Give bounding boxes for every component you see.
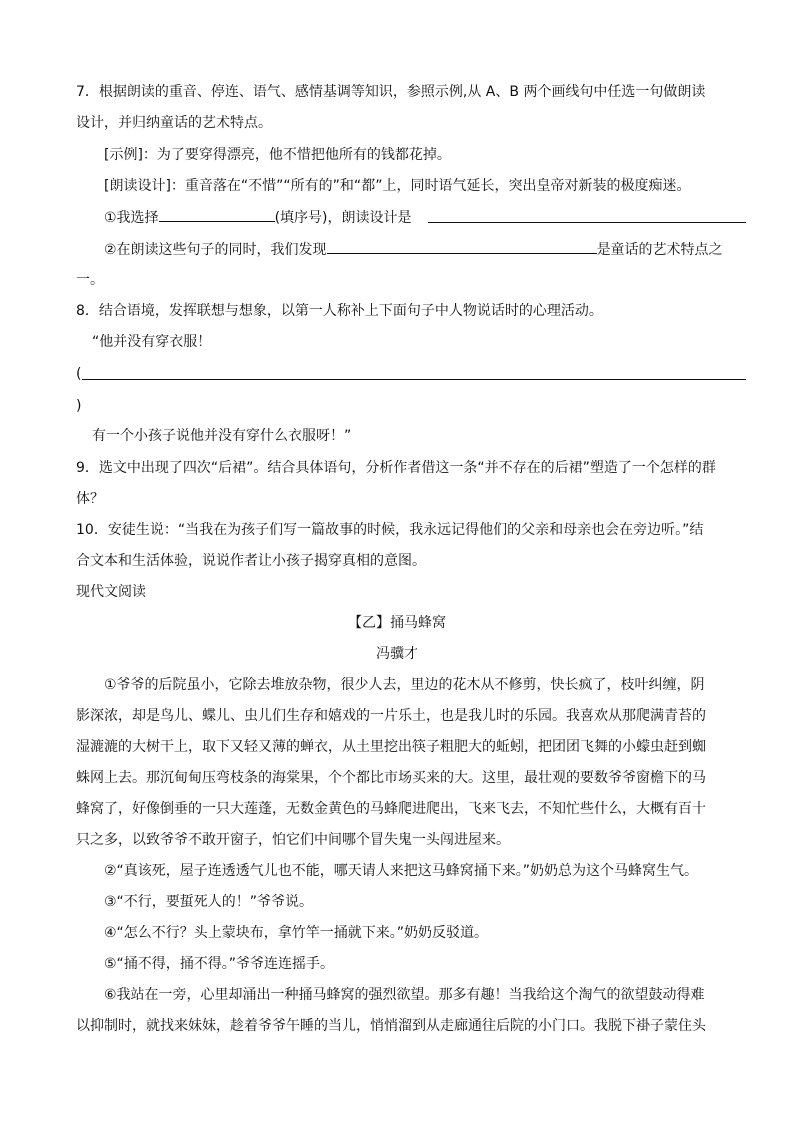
q9-line1: 9．选文中出现了四次“后裙”。结合具体语句，分析作者借这一条“并不存在的后裙”塑造了一个怎样的群 xyxy=(76,460,716,476)
article-p1-line: 蜂窝了，好像倒垂的一只大莲蓬，无数金黄色的马蜂爬进爬出，飞来飞去，不知忙些什么，大概有百十 xyxy=(76,801,706,817)
article-p1-line: 蛛网上去。那沉甸甸压弯枝条的海棠果，个个都比市场买来的大。这里，最壮观的要数爷爷窗檐下的马 xyxy=(76,770,706,786)
q7-item1-mid: (填序号)，朗读设计是 xyxy=(274,210,412,226)
section-heading: 现代文阅读 xyxy=(76,584,146,600)
article-p1-line: 只之多，以致爷爷不敢开窗子，怕它们中间哪个冒失鬼一头闯进屋来。 xyxy=(76,832,510,848)
q8-paren-close: ) xyxy=(76,398,82,414)
q8-answer-line[interactable] xyxy=(82,379,746,380)
article-p4: ④“怎么不行？头上蒙块布，拿竹竿一捅就下来。”奶奶反驳道。 xyxy=(104,925,489,941)
q7-item2-cont: 一。 xyxy=(76,272,104,288)
article-p6-line: 以抑制时，就找来妹妹，趁着爷爷午睡的当儿，悄悄溜到从走廊通往后院的小门口。我脱下褂子蒙住头 xyxy=(76,1018,706,1034)
article-title: 【乙】捅马蜂窝 xyxy=(348,615,446,631)
article-author: 冯骥才 xyxy=(376,646,418,662)
q8-quote1: “他并没有穿衣服！ xyxy=(92,334,212,350)
q7-design: [朗读设计]：重音落在“不惜”“所有的”和“都”上，同时语气延长，突出皇帝对新装的极度痴迷。 xyxy=(104,178,691,194)
q7-item2-prefix: ②在朗读这些句子的同时，我们发现 xyxy=(104,242,327,258)
article-p5: ⑤“捅不得，捅不得。”爷爷连连摇手。 xyxy=(104,956,335,972)
q7-example: [示例]：为了要穿得漂亮，他不惜把他所有的钱都花掉。 xyxy=(104,147,451,163)
q8-paren-open: ( xyxy=(76,366,82,382)
q7-line2: 设计，并归纳童话的艺术特点。 xyxy=(76,115,272,131)
q8-quote2: 有一个小孩子说他并没有穿什么衣服呀！” xyxy=(92,428,352,444)
q7-blank-feature[interactable] xyxy=(327,239,597,254)
q8-line1: 8．结合语境，发挥联想与想象，以第一人称补上下面句子中人物说话时的心理活动。 xyxy=(76,303,603,319)
q7-item1 xyxy=(104,207,412,228)
q10-line2: 合文本和生活体验，说说作者让小孩子揭穿真相的意图。 xyxy=(76,553,426,569)
q7-item2 xyxy=(104,239,723,260)
q7-item2-suffix: 是童话的艺术特点之 xyxy=(596,242,723,258)
q7-blank-number[interactable] xyxy=(159,207,275,222)
q7-blank-design[interactable] xyxy=(428,222,746,223)
article-p1-line: ①爷爷的后院虽小，它除去堆放杂物，很少人去，里边的花木从不修剪，快长疯了，枝叶纠缠，阴 xyxy=(104,677,705,693)
article-p6-line: ⑥我站在一旁，心里却涌出一种捅马蜂窝的强烈欲望。那多有趣！当我给这个淘气的欲望鼓动得难 xyxy=(104,987,705,1003)
article-p1-line: 湿漉漉的大树干上，取下又轻又薄的蝉衣，从土里挖出筷子粗肥大的蚯蚓，把团团飞舞的小蠓虫赶到蜘 xyxy=(76,739,706,755)
article-p2: ②“真该死，屋子连透透气儿也不能，哪天请人来把这马蜂窝捅下来。”奶奶总为这个马蜂窝生气。 xyxy=(104,863,699,879)
article-p1-line: 影深浓，却是鸟儿、蝶儿、虫儿们生存和嬉戏的一片乐土，也是我儿时的乐园。我喜欢从那爬满青苔的 xyxy=(76,708,706,724)
q7-item1-prefix: ①我选择 xyxy=(104,210,159,226)
q10-line1: 10．安徒生说：“当我在为孩子们写一篇故事的时候，我永远记得他们的父亲和母亲也会在旁边听。”结 xyxy=(76,522,704,538)
q7-line1: 7．根据朗读的重音、停连、语气、感情基调等知识，参照示例,从 A、B 两个画线句中任选一句做朗读 xyxy=(76,84,706,100)
q9-line2: 体？ xyxy=(76,491,104,507)
article-p3: ③“不行，要蜇死人的！”爷爷说。 xyxy=(104,894,314,910)
